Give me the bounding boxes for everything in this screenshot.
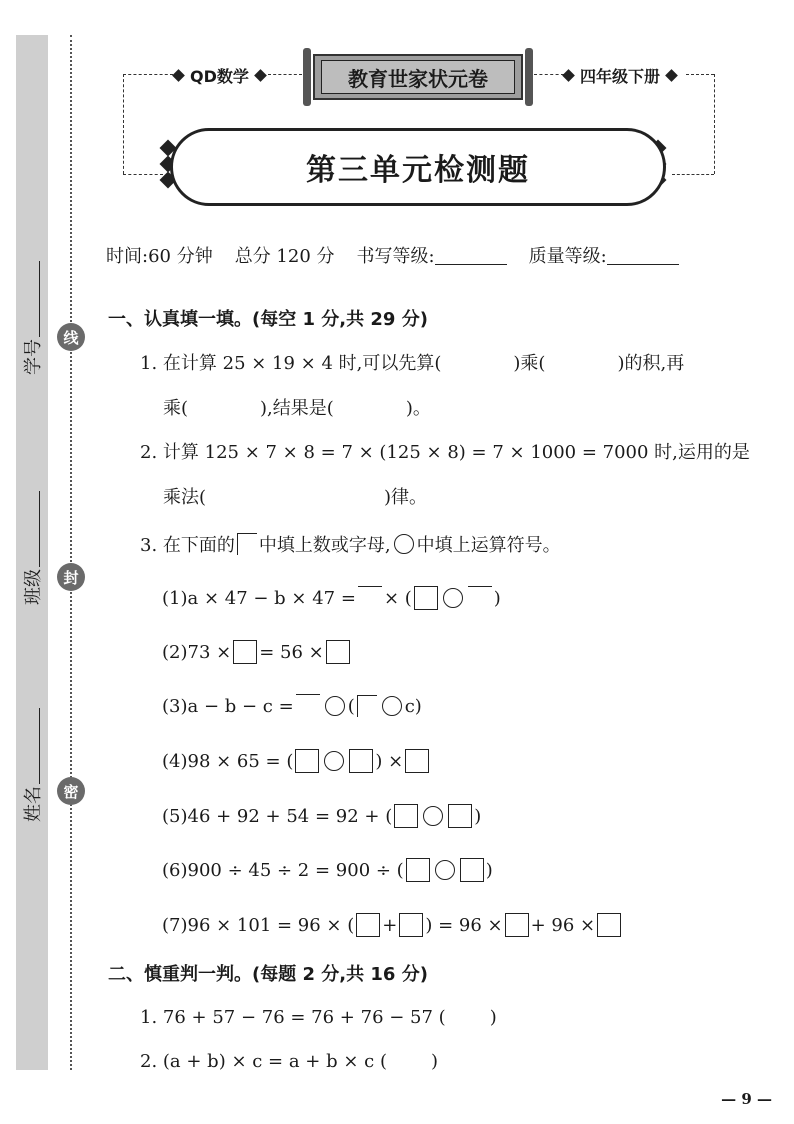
q3-part2: (2)73 × = 56 × <box>162 640 352 664</box>
answer-box[interactable] <box>405 749 429 773</box>
answer-box[interactable] <box>358 586 382 610</box>
header-dash-left-vertical <box>123 74 124 174</box>
header-left-tag <box>170 64 269 87</box>
answer-box[interactable] <box>349 749 373 773</box>
header-dash-left-mid <box>268 74 302 75</box>
binding-mark-secret: 密 <box>57 777 85 805</box>
q3-intro: 3. 在下面的 中填上数或字母, 中填上运算符号。 <box>140 535 561 556</box>
quality-grade-blank[interactable] <box>607 246 679 265</box>
answer-box[interactable] <box>356 913 380 937</box>
operator-circle[interactable] <box>443 588 463 608</box>
diamond-icon <box>562 69 575 82</box>
header-dash-right <box>686 74 714 75</box>
header-dash-right-vertical <box>714 74 715 174</box>
student-id-underline[interactable] <box>25 261 40 337</box>
answer-box[interactable] <box>414 586 438 610</box>
name-underline[interactable] <box>25 708 40 784</box>
header-dash-left <box>123 74 173 75</box>
operator-circle[interactable] <box>423 806 443 826</box>
class-underline[interactable] <box>25 491 40 567</box>
operator-circle[interactable] <box>382 696 402 716</box>
q3-part7: (7)96 × 101 = 96 × ( + ) = 96 × + 96 × <box>162 913 623 937</box>
q3-part4: (4)98 × 65 = ( ) × <box>162 749 431 773</box>
writing-grade-label: 书写等级: <box>356 246 435 267</box>
answer-box[interactable] <box>296 694 320 718</box>
q3-part6: (6)900 ÷ 45 ÷ 2 = 900 ÷ ( ) <box>162 859 493 881</box>
answer-box[interactable] <box>295 749 319 773</box>
section1-title: 一、认真填一填。(每空 1 分,共 29 分) <box>108 309 428 330</box>
student-id-label: 学号 <box>23 339 44 375</box>
name-field[interactable] <box>19 708 45 822</box>
diamond-icon <box>665 69 678 82</box>
answer-box[interactable] <box>597 913 621 937</box>
answer-box[interactable] <box>326 640 350 664</box>
total-score: 总分 120 分 <box>234 246 335 267</box>
header-scroll <box>303 48 533 106</box>
q3-part1: (1)a × 47 − b × 47 = × ( ) <box>162 587 501 609</box>
exam-info <box>106 242 679 268</box>
operator-circle[interactable] <box>435 860 455 880</box>
q2-line2: 乘法( )律。 <box>163 487 428 508</box>
binding-mark-seal: 封 <box>57 563 85 591</box>
diamond-icon <box>172 69 185 82</box>
quality-grade-label: 质量等级: <box>528 246 607 267</box>
name-label: 姓名 <box>23 786 44 822</box>
class-field[interactable] <box>19 491 45 605</box>
q3-part3: (3)a − b − c = ( c) <box>162 695 422 717</box>
q1-line2: 乘( ),结果是( )。 <box>163 398 431 419</box>
square-symbol-icon <box>237 533 257 555</box>
circle-symbol-icon <box>394 534 414 554</box>
page-title: 第三单元检测题 <box>306 153 530 188</box>
scroll-body <box>313 54 523 100</box>
series-title: 教育世家状元卷 <box>321 60 515 94</box>
writing-grade-blank[interactable] <box>435 246 507 265</box>
page-number: — 9 — <box>721 1090 772 1108</box>
diamond-icon <box>254 69 267 82</box>
q2-line1: 2. 计算 125 × 7 × 8 = 7 × (125 × 8) = 7 × 1000 = 7000 时,运用的是 <box>140 442 750 463</box>
q1-line1: 1. 在计算 25 × 19 × 4 时,可以先算( )乘( )的积,再 <box>140 353 685 374</box>
answer-box[interactable] <box>460 858 484 882</box>
grade-label: 四年级下册 <box>580 67 661 86</box>
time-info: 时间:60 分钟 <box>106 246 213 267</box>
answer-box[interactable] <box>394 804 418 828</box>
s2-q2: 2. (a + b) × c = a + b × c ( ) <box>140 1051 439 1072</box>
binding-mark-line: 线 <box>57 323 85 351</box>
operator-circle[interactable] <box>324 751 344 771</box>
student-id-field[interactable] <box>19 261 45 375</box>
operator-circle[interactable] <box>325 696 345 716</box>
answer-box[interactable] <box>233 640 257 664</box>
answer-box[interactable] <box>505 913 529 937</box>
subject-label: QD数学 <box>190 67 249 86</box>
title-banner <box>170 128 666 206</box>
header-dash-right-bottom <box>672 174 714 175</box>
answer-box[interactable] <box>468 586 492 610</box>
binding-dotted-line <box>70 35 72 1070</box>
section2-title: 二、慎重判一判。(每题 2 分,共 16 分) <box>108 964 428 985</box>
answer-box[interactable] <box>448 804 472 828</box>
s2-q1: 1. 76 + 57 − 76 = 76 + 76 − 57 ( ) <box>140 1007 497 1028</box>
answer-box[interactable] <box>399 913 423 937</box>
scroll-rod-right <box>525 48 533 106</box>
answer-box[interactable] <box>357 695 377 717</box>
header-right-tag <box>560 64 680 87</box>
scroll-rod-left <box>303 48 311 106</box>
header-dash-left-bottom <box>123 174 163 175</box>
answer-box[interactable] <box>406 858 430 882</box>
q3-part5: (5)46 + 92 + 54 = 92 + ( ) <box>162 805 482 827</box>
class-label: 班级 <box>23 569 44 605</box>
